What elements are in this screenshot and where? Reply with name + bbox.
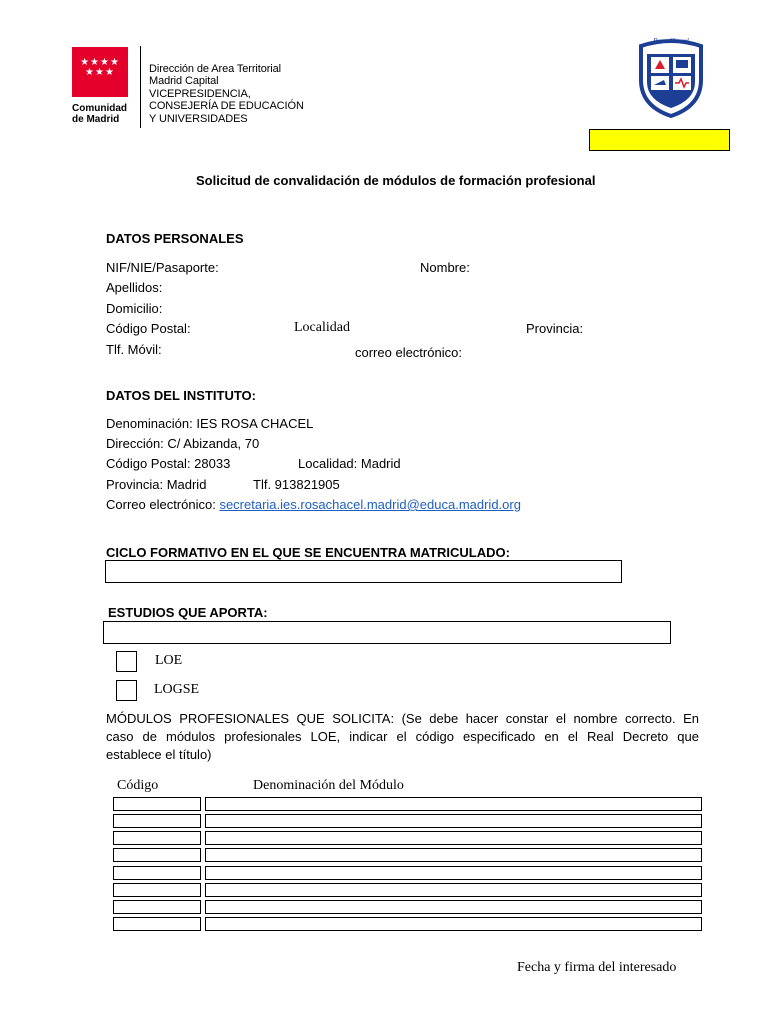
- ciclo-input-box[interactable]: [105, 560, 622, 583]
- logse-label: LOGSE: [154, 682, 200, 697]
- module-name-cell[interactable]: [205, 900, 702, 914]
- school-shield-logo: [637, 36, 705, 118]
- module-name-cell[interactable]: [205, 814, 702, 828]
- modules-instructions-line-2: caso de módulos profesionales LOE, indicar el código especificado en el Real Decreto que: [106, 729, 699, 744]
- institute-email-link[interactable]: secretaria.ies.rosachacel.madrid@educa.madrid.org: [219, 497, 521, 512]
- module-code-cell[interactable]: [113, 900, 201, 914]
- institute-address: Dirección: C/ Abizanda, 70: [106, 436, 260, 451]
- institute-heading: DATOS DEL INSTITUTO:: [106, 388, 256, 403]
- dat-line-1: Dirección de Area Territorial: [149, 63, 282, 75]
- personal-data-heading: DATOS PERSONALES: [106, 231, 244, 246]
- institute-name: Denominación: IES ROSA CHACEL: [106, 416, 314, 431]
- nombre-label: Nombre:: [420, 260, 470, 275]
- institute-postal-code: Código Postal: 28033: [106, 456, 231, 471]
- module-code-cell[interactable]: [113, 814, 201, 828]
- dat-line-2: Madrid Capital: [149, 75, 219, 87]
- module-code-cell[interactable]: [113, 866, 201, 880]
- school-logo-lettering: Rosa Chacel: [653, 37, 689, 45]
- signature-label: Fecha y firma del interesado: [517, 960, 677, 975]
- email-label: correo electrónico:: [355, 345, 462, 360]
- estudios-input-box[interactable]: [103, 621, 671, 644]
- dat-line-5: Y UNIVERSIDADES: [149, 113, 248, 125]
- column-header-module-name: Denominación del Módulo: [253, 778, 404, 793]
- postal-code-label: Código Postal:: [106, 321, 191, 336]
- institute-email-label: Correo electrónico:: [106, 497, 220, 512]
- module-name-cell[interactable]: [205, 883, 702, 897]
- loe-label: LOE: [155, 653, 183, 668]
- nif-label: NIF/NIE/Pasaporte:: [106, 260, 219, 275]
- header-divider: [140, 46, 141, 128]
- institute-province: Provincia: Madrid: [106, 477, 207, 492]
- module-code-cell[interactable]: [113, 831, 201, 845]
- column-header-code: Código: [117, 778, 159, 793]
- yellow-highlight-box: [589, 129, 730, 151]
- provincia-label: Provincia:: [526, 321, 584, 336]
- loe-checkbox[interactable]: [116, 651, 137, 672]
- module-code-cell[interactable]: [113, 797, 201, 811]
- institute-phone: Tlf. 913821905: [253, 477, 340, 492]
- localidad-label: Localidad: [294, 320, 350, 335]
- module-code-cell[interactable]: [113, 848, 201, 862]
- module-name-cell[interactable]: [205, 917, 702, 931]
- institute-email-row: [106, 497, 521, 513]
- apellidos-label: Apellidos:: [106, 280, 163, 295]
- mobile-label: Tlf. Móvil:: [106, 342, 162, 357]
- module-name-cell[interactable]: [205, 866, 702, 880]
- modules-instructions-line-3: establece el título): [106, 747, 212, 762]
- module-name-cell[interactable]: [205, 831, 702, 845]
- dat-line-4: CONSEJERÍA DE EDUCACIÓN: [149, 100, 304, 112]
- modules-instructions-line-1: MÓDULOS PROFESIONALES QUE SOLICITA: (Se debe hacer constar el nombre correcto. En: [106, 711, 699, 726]
- logse-checkbox[interactable]: [116, 680, 137, 701]
- module-name-cell[interactable]: [205, 797, 702, 811]
- form-title: Solicitud de convalidación de módulos de formación profesional: [196, 173, 596, 188]
- estudios-heading: ESTUDIOS QUE APORTA:: [108, 605, 268, 620]
- domicilio-label: Domicilio:: [106, 301, 163, 316]
- stars-icon: ★★★★ ★★★: [80, 57, 120, 78]
- module-name-cell[interactable]: [205, 848, 702, 862]
- dat-line-3: VICEPRESIDENCIA,: [149, 88, 251, 100]
- module-code-cell[interactable]: [113, 883, 201, 897]
- institute-locality: Localidad: Madrid: [298, 456, 401, 471]
- ciclo-heading: CICLO FORMATIVO EN EL QUE SE ENCUENTRA MATRICULADO:: [106, 545, 510, 560]
- comunidad-madrid-name: Comunidad de Madrid: [72, 103, 127, 125]
- module-code-cell[interactable]: [113, 917, 201, 931]
